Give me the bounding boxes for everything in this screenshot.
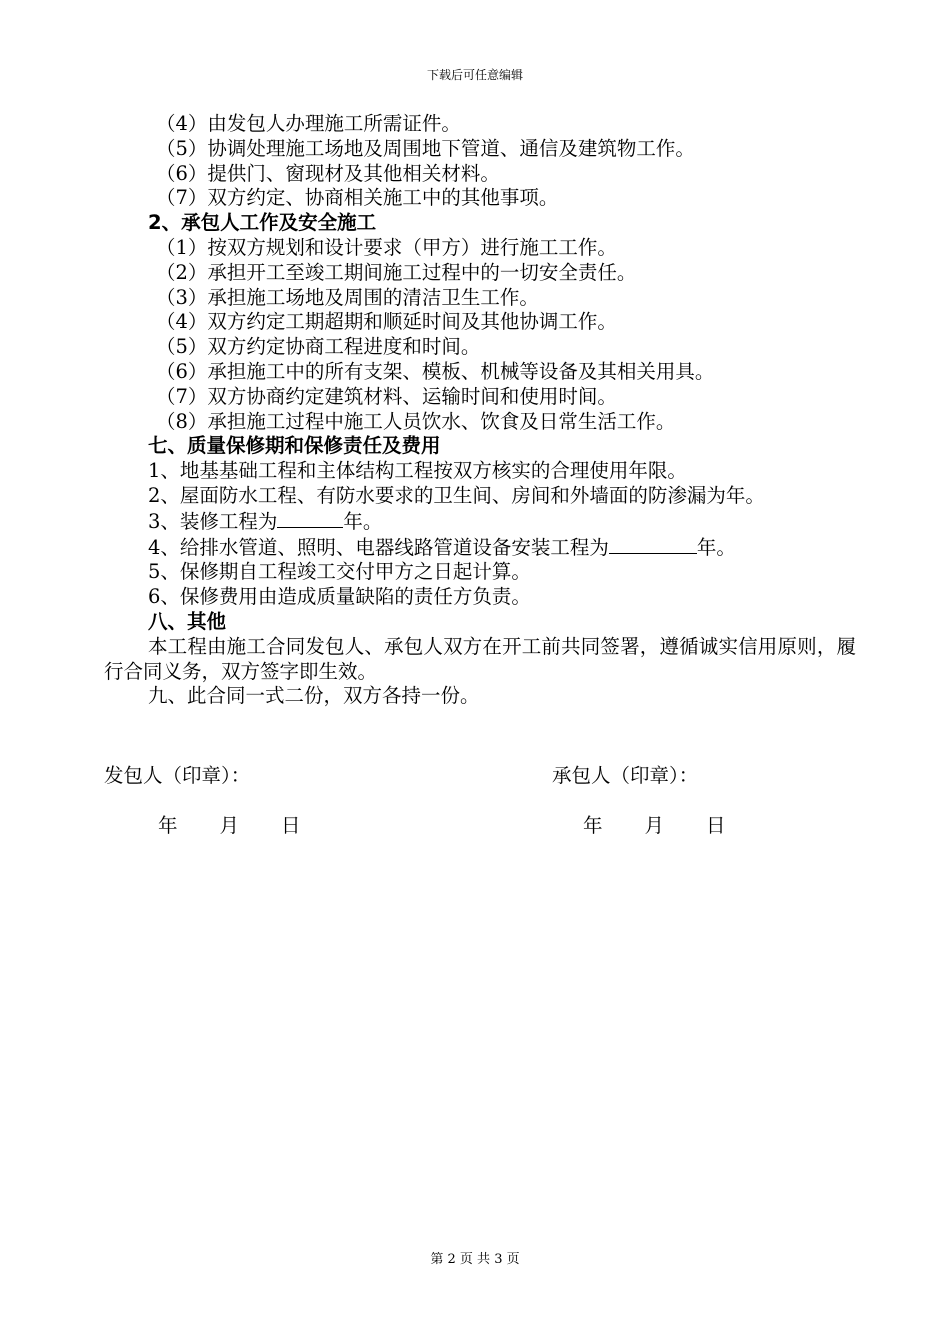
date-month: 月: [219, 814, 240, 837]
list-item: （8）承担施工过程中施工人员饮水、饮食及日常生活工作。: [156, 409, 676, 433]
section-heading: 八、其他: [148, 609, 227, 633]
list-item: （3）承担施工场地及周围的清洁卫生工作。: [156, 285, 539, 309]
date-year: 年: [158, 814, 178, 837]
list-item: （1）按双方规划和设计要求（甲方）进行施工工作。: [156, 235, 617, 259]
list-item: [104, 509, 856, 535]
item-text: 年。: [696, 535, 736, 559]
sign-right-label: 承包人（印章）：: [552, 764, 699, 787]
date-day: 日: [706, 814, 726, 837]
list-item: （7）双方约定、协商相关施工中的其他事项。: [156, 186, 559, 210]
list-item: （7）双方协商约定建筑材料、运输时间和使用时间。: [156, 384, 617, 408]
list-item: [104, 535, 856, 561]
list-item: （6）承担施工中的所有支架、模板、机械等设备及其相关用具。: [156, 359, 715, 383]
document-body: [104, 112, 856, 709]
item-text: 4、给排水管道、照明、电器线路管道设备安装工程为: [148, 535, 609, 559]
item-text: 3、装修工程为: [148, 509, 278, 533]
list-item: （5）双方约定协商工程进度和时间。: [156, 335, 481, 359]
list-item: 5、保修期自工程竣工交付甲方之日起计算。: [148, 560, 531, 584]
blank-line: [277, 509, 343, 528]
section-heading: 九、此合同一式二份，双方各持一份。: [148, 684, 480, 708]
page-header: 下载后可任意编辑: [426, 68, 523, 82]
date-month: 月: [644, 814, 665, 837]
list-item: （4）由发包人办理施工所需证件。: [156, 112, 461, 135]
list-item: （2）承担开工至竣工期间施工过程中的一切安全责任。: [156, 260, 637, 284]
date-left: [158, 810, 343, 838]
date-right: [583, 810, 768, 838]
list-item: 2、屋面防水工程、有防水要求的卫生间、房间和外墙面的防渗漏为年。: [148, 483, 765, 507]
date-day: 日: [281, 814, 301, 837]
paragraph: 本工程由施工合同发包人、承包人双方在开工前共同签署，遵循诚实信用原则，履行合同义务，双方签字即生效。: [104, 634, 856, 683]
list-item: 1、地基基础工程和主体结构工程按双方核实的合理使用年限。: [148, 459, 687, 483]
list-item: 6、保修费用由造成质量缺陷的责任方负责。: [148, 585, 531, 609]
list-item: （6）提供门、窗现材及其他相关材料。: [156, 161, 500, 185]
section-heading: 2、承包人工作及安全施工: [148, 211, 377, 235]
list-item: （4）双方约定工期超期和顺延时间及其他协调工作。: [156, 310, 617, 334]
item-text: 年。: [343, 509, 383, 533]
blank-line: [609, 535, 697, 554]
list-item: （5）协调处理施工场地及周围地下管道、通信及建筑物工作。: [156, 136, 695, 160]
section-heading: 七、质量保修期和保修责任及费用: [148, 434, 441, 458]
sign-left-label: 发包人（印章）：: [104, 764, 251, 787]
page-footer: 第 2 页 共 3 页: [430, 1252, 520, 1267]
date-year: 年: [583, 814, 603, 837]
